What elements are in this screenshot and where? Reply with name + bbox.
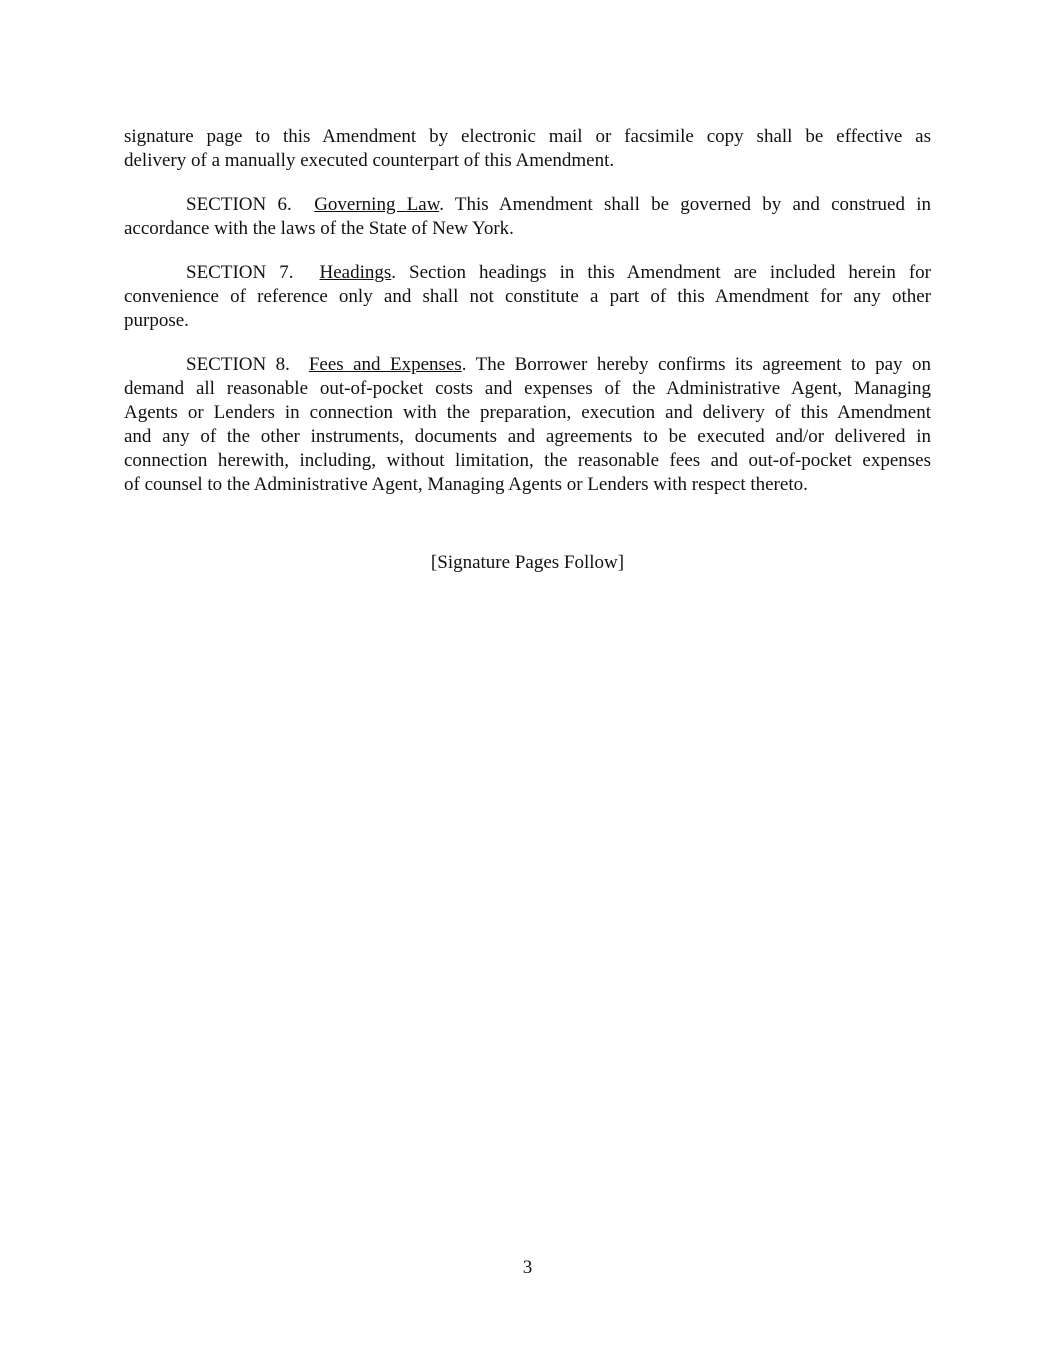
section-8-paragraph [124,353,931,497]
intro-paragraph [124,125,931,173]
text-line: of counsel to the Administrative Agent, Managing Agents or Lenders with respect thereto. [124,474,808,495]
text-line: Agents or Lenders in connection with the preparation, execution and delivery of this Amendment [124,402,931,423]
section-first-line [124,353,931,377]
section-first-line [124,261,931,285]
section-6-paragraph [124,193,931,241]
text-line: convenience of reference only and shall not constitute a part of this Amendment for any other [124,286,931,307]
section-heading: Fees and Expenses [308,354,462,375]
section-label: SECTION 8. [186,354,290,375]
section-7-paragraph [124,261,931,333]
section-heading: Headings [319,262,392,283]
text: . This Amendment shall be governed by and construed in [439,194,932,215]
text-line: purpose. [124,310,189,331]
text-line: connection herewith, including, without limitation, the reasonable fees and out-of-pocket expenses [124,450,931,471]
text: . The Borrower hereby confirms its agreement to pay on [461,354,931,375]
text-line: signature page to this Amendment by electronic mail or facsimile copy shall be effective as [124,126,931,147]
signature-pages-note: [Signature Pages Follow] [430,552,625,573]
text: . Section headings in this Amendment are included herein for [391,262,931,283]
document-body [124,125,931,517]
text-line: delivery of a manually executed counterpart of this Amendment. [124,150,615,171]
text-line: demand all reasonable out-of-pocket costs and expenses of the Administrative Agent, Managing [124,378,931,399]
text-line: and any of the other instruments, documents and agreements to be executed and/or delivered in [124,426,931,447]
page-number: 3 [522,1257,533,1278]
section-heading: Governing Law [314,194,440,215]
section-first-line [124,193,931,217]
section-label: SECTION 7. [186,262,294,283]
text-line: accordance with the laws of the State of New York. [124,218,514,239]
section-label: SECTION 6. [186,194,292,215]
